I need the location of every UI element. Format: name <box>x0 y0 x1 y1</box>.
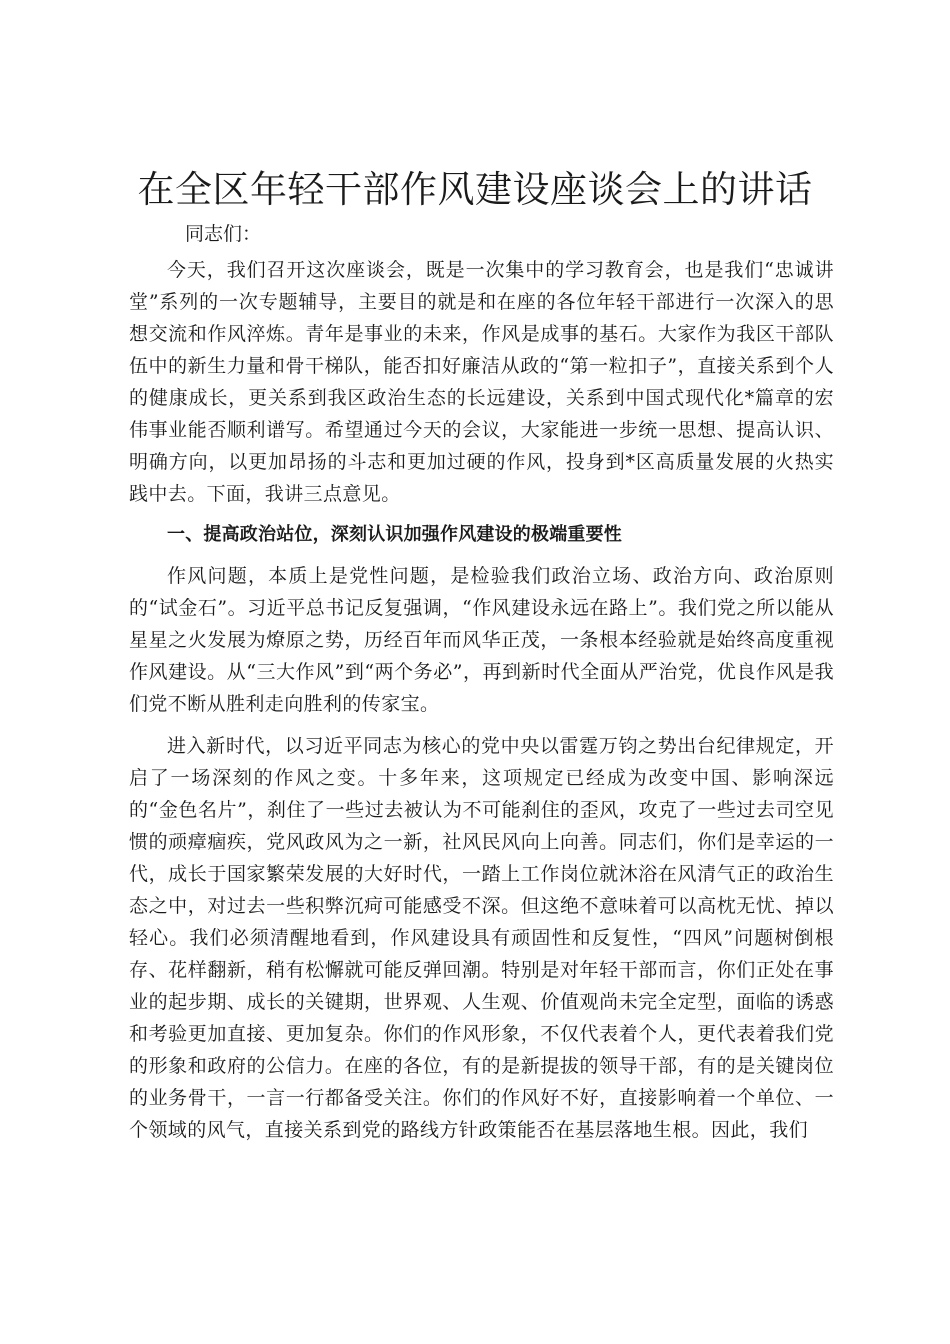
salutation: 同志们： <box>185 223 262 245</box>
document-body <box>129 254 834 1146</box>
document-title: 在全区年轻干部作风建设座谈会上的讲话 <box>137 168 813 211</box>
section-paragraph-2: 进入新时代，以习近平同志为核心的党中央以雷霆万钧之势出台纪律规定，开启了一场深刻的作风之变。十多年来，这项规定已经成为改变中国、影响深远的“金色名片”，刹住了一些过去被认为不可能刹住的歪风，攻克了一些过去司空见惯的顽瘴痼疾，党风政风为之一新，社风民风向上向善。同志们，你们是幸运的一代，成长于国家繁荣发展的大好时代，一踏上工作岗位就沐浴在风清气正的政治生态之中，对过去一些积弊沉疴可能感受不深。但这绝不意味着可以高枕无忧、掉以轻心。我们必须清醒地看到，作风建设具有顽固性和反复性，“四风”问题树倒根存、花样翻新，稍有松懈就可能反弹回潮。特别是对年轻干部而言，你们正处在事业的起步期、成长的关键期，世界观、人生观、价值观尚未完全定型，面临的诱惑和考验更加直接、更加复杂。你们的作风形象，不仅代表着个人，更代表着我们党的形象和政府的公信力。在座的各位，有的是新提拔的领导干部，有的是关键岗位的业务骨干，一言一行都备受关注。你们的作风好不好，直接影响着一个单位、一个领域的风气，直接关系到党的路线方针政策能否在基层落地生根。因此，我们 <box>129 735 834 1141</box>
section-heading: 一、提高政治站位，深刻认识加强作风建设的极端重要性 <box>167 524 622 545</box>
section-paragraph-1: 作风问题，本质上是党性问题，是检验我们政治立场、政治方向、政治原则的“试金石”。习近平总书记反复强调，“作风建设永远在路上”。我们党之所以能从星星之火发展为燎原之势，历经百年而风华正茂，一条根本经验就是始终高度重视作风建设。从“三大作风”到“两个务必”，再到新时代全面从严治党，优良作风是我们党不断从胜利走向胜利的传家宝。 <box>129 565 834 715</box>
intro-paragraph: 今天，我们召开这次座谈会，既是一次集中的学习教育会，也是我们“忠诚讲堂”系列的一次专题辅导，主要目的就是和在座的各位年轻干部进行一次深入的思想交流和作风淬炼。青年是事业的未来，作风是成事的基石。大家作为我区干部队伍中的新生力量和骨干梯队，能否扣好廉洁从政的“第一粒扣子”，直接关系到个人的健康成长，更关系到我区政治生态的长远建设，关系到中国式现代化*篇章的宏伟事业能否顺利谱写。希望通过今天的会议，大家能进一步统一思想、提高认识、明确方向，以更加昂扬的斗志和更加过硬的作风，投身到*区高质量发展的火热实践中去。下面，我讲三点意见。 <box>129 259 834 505</box>
